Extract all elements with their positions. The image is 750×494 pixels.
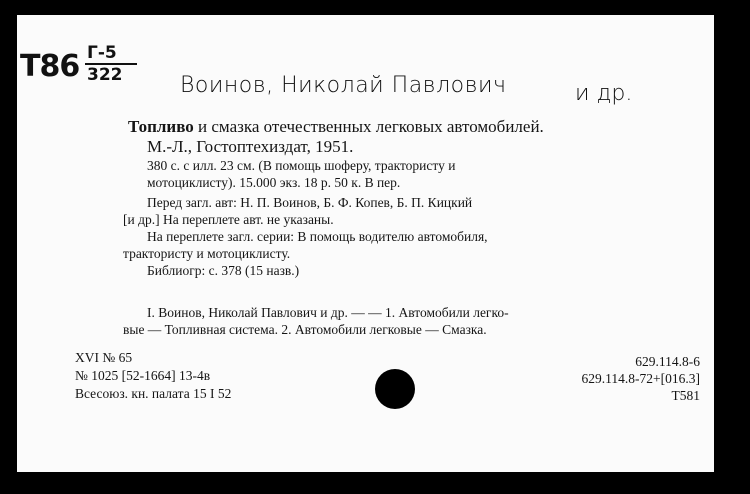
title-rest: и смазка отечественных легковых автомобилей. — [193, 117, 544, 136]
tracing-line-2: вые — Топливная система. 2. Автомобили легковые — Смазка. — [123, 322, 487, 337]
note-line-4: [и др.] На переплете авт. не указаны. — [123, 212, 334, 227]
note-line-2: мотоциклисту). 15.000 экз. 18 р. 50 к. В пер. — [147, 175, 401, 190]
bottom-left-line-2: № 1025 [52-1664] 13-4в — [75, 368, 211, 383]
bottom-right-line-2: 629.114.8-72+[016.3] — [581, 371, 700, 386]
bottom-left-line-1: XVI № 65 — [75, 350, 133, 365]
note-line-6: трактористу и мотоциклисту. — [123, 246, 291, 261]
note-line-5: На переплете загл. серии: В помощь водителю автомобиля, — [147, 229, 488, 244]
card-punch-hole — [375, 369, 415, 409]
note-line-1: 380 с. с илл. 23 см. (В помощь шоферу, трактористу и — [147, 158, 456, 173]
title-line — [128, 117, 544, 137]
imprint: М.-Л., Гостоптехиздат, 1951. — [147, 137, 354, 156]
bottom-left-line-3: Всесоюз. кн. палата 15 I 52 — [75, 386, 232, 401]
note-line-3: Перед загл. авт: Н. П. Воинов, Б. Ф. Копев, Б. П. Кицкий — [147, 195, 473, 210]
tracing-line-1: I. Воинов, Николай Павлович и др. — — 1. Автомобили легко- — [147, 305, 509, 320]
title-bold: Топливо — [128, 117, 194, 136]
call-number-denominator: 322 — [87, 65, 123, 85]
handwritten-author: Воинов, Николай Павлович — [180, 73, 507, 98]
bottom-right-line-1: 629.114.8-6 — [635, 354, 700, 369]
call-number-numerator: Г-5 — [87, 43, 117, 63]
call-number-main: Т86 — [20, 49, 80, 84]
handwritten-et-al: и др. — [575, 81, 633, 106]
note-line-7: Библиогр: с. 378 (15 назв.) — [147, 263, 300, 278]
bottom-right-line-3: Т581 — [671, 388, 700, 403]
catalog-card — [17, 15, 714, 472]
